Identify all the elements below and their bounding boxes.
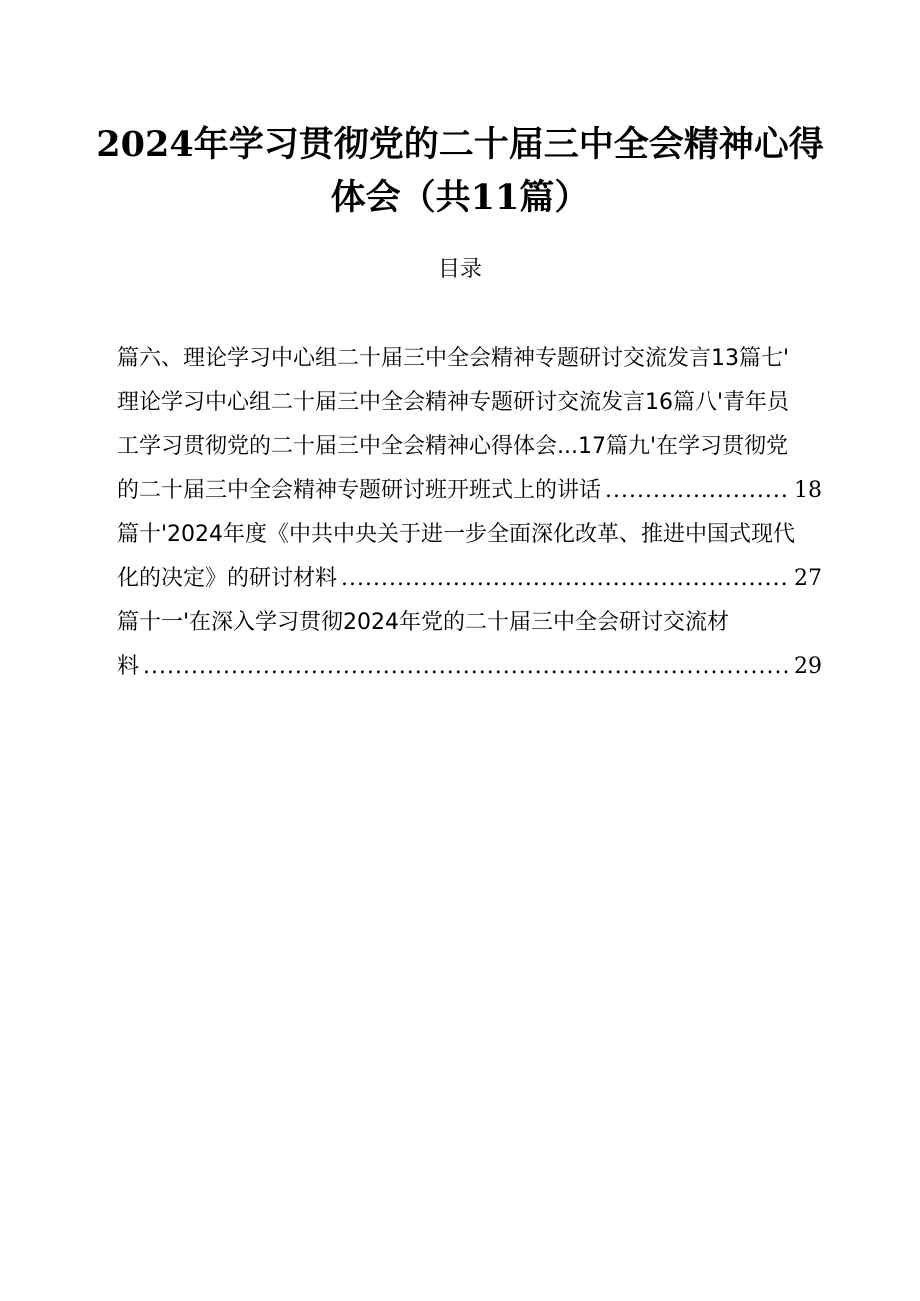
title-line-1: 2024年学习贯彻党的二十届三中全会精神心得 (96, 124, 824, 165)
toc-line[interactable]: 篇六、理论学习中心组二十届三中全会精神专题研讨交流发言13篇七' (117, 346, 790, 371)
title-line-2: 体会（共11篇） (330, 177, 590, 218)
toc-leader-dots (605, 469, 790, 513)
toc-line[interactable]: 篇十一'在深入学习贯彻2024年党的二十届三中全会研讨交流材 (117, 610, 730, 635)
document-title (60, 118, 860, 224)
toc-leader-dots (341, 557, 790, 601)
toc-heading: 目录 (437, 257, 482, 282)
toc-page-number: 27 (794, 566, 822, 591)
toc-entry[interactable] (117, 469, 822, 513)
toc-entry[interactable] (117, 645, 822, 689)
toc-line[interactable]: 工学习贯彻党的二十届三中全会精神心得体会...17篇九'在学习贯彻党 (117, 434, 789, 459)
toc-page-number: 18 (794, 478, 822, 503)
toc-line[interactable]: 理论学习中心组二十届三中全会精神专题研讨交流发言16篇八'青年员 (117, 390, 790, 415)
toc-entry[interactable] (117, 557, 822, 601)
toc-entry-text: 的二十届三中全会精神专题研讨班开班式上的讲话 (117, 478, 602, 503)
toc-entry-text: 化的决定》的研讨材料 (117, 566, 338, 591)
toc-entry-text: 料 (117, 654, 140, 679)
toc-page-number: 29 (794, 654, 822, 679)
table-of-contents (117, 337, 822, 689)
toc-leader-dots (143, 645, 790, 689)
toc-line[interactable]: 篇十'2024年度《中共中央关于进一步全面深化改革、推进中国式现代 (117, 522, 796, 547)
